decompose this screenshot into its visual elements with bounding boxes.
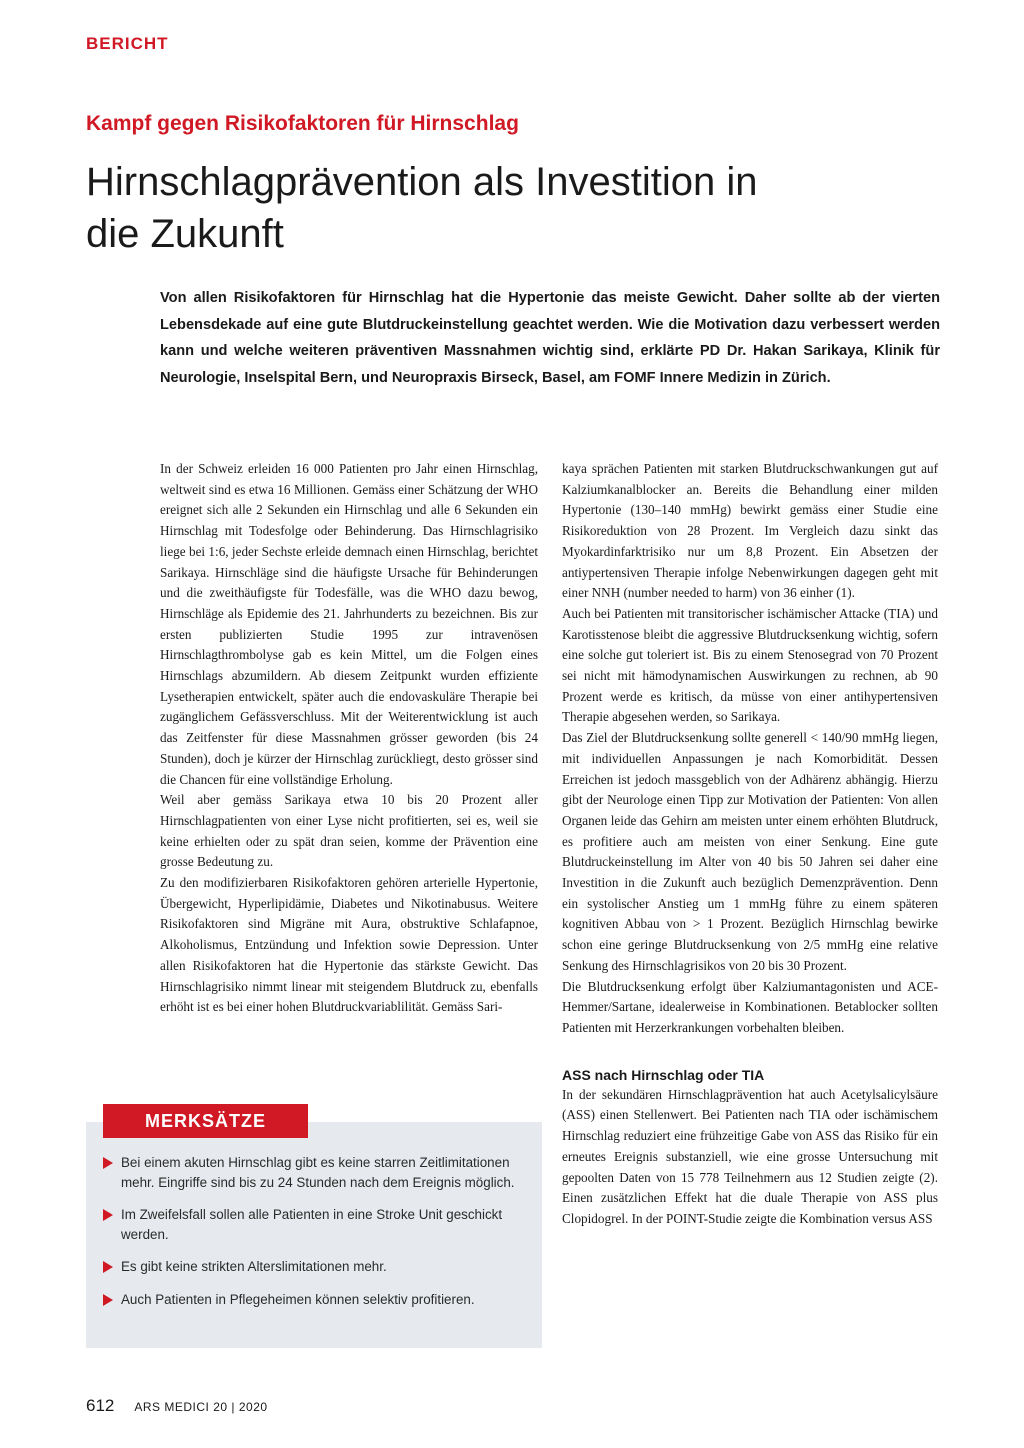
paragraph: Weil aber gemäss Sarikaya etwa 10 bis 20 Prozent aller Hirnschlagpatienten von einer Lyse nicht profitierten, sei es, weil sie keine erhielten oder zu spät dran seien, komme der Prävention eine grosse Bedeutung zu. bbox=[160, 792, 538, 870]
article-lead: Von allen Risikofaktoren für Hirnschlag hat die Hypertonie das meiste Gewicht. Daher sollte ab der vierten Lebensdekade auf eine gute Blutdruckeinstellung geachtet werden. Wie die Motivation dazu verbessert werden kann und welche weiteren präventiven Massnahmen wichtig sind, erklärte PD Dr. Hakan Sarikaya, Klinik für Neurologie, Inselspital Bern, und Neuropraxis Birseck, Basel, am FOMF Innere Medizin in Zürich. bbox=[160, 290, 940, 386]
list-item-text: Auch Patienten in Pflegeheimen können selektiv profitieren. bbox=[121, 1291, 475, 1307]
paragraph: Die Blutdrucksenkung erfolgt über Kalziumantagonisten und ACE-Hemmer/Sartane, idealerweise in Kombinationen. Betablocker sollten Patienten mit Herzerkrankungen vorbehalten bleiben. bbox=[562, 978, 938, 1035]
list-item-text: Es gibt keine strikten Alterslimitationen mehr. bbox=[121, 1259, 387, 1275]
list-item bbox=[103, 1205, 531, 1244]
section-label: BERICHT bbox=[86, 34, 169, 53]
article-kicker: Kampf gegen Risikofaktoren für Hirnschlag bbox=[86, 112, 519, 135]
list-item-text: Im Zweifelsfall sollen alle Patienten in eine Stroke Unit geschickt werden. bbox=[121, 1207, 503, 1242]
text-column-right bbox=[562, 459, 938, 1230]
merksaetze-title: MERKSÄTZE bbox=[103, 1104, 308, 1138]
article-headline: Hirnschlagprävention als Investition in die Zukunft bbox=[86, 160, 758, 256]
merksaetze-list bbox=[103, 1153, 531, 1323]
page-number: 612 bbox=[86, 1396, 115, 1415]
triangle-bullet-icon bbox=[103, 1209, 113, 1221]
triangle-bullet-icon bbox=[103, 1294, 113, 1306]
paragraph: In der Schweiz erleiden 16 000 Patienten pro Jahr einen Hirnschlag, weltweit sind es etwa 16 Millionen. Gemäss einer Schätzung der WHO ereignet sich alle 2 Sekunden ein Hirnschlag und alle 6 Sekunden ein Hirnschlag mit Todesfolge oder Behinderung. Das Hirnschlagrisiko liege bei 1:6, jeder Sechste erleide demnach einen Hirnschlag, berichtet Sarikaya. Hirnschläge sind die häufigste Ursache für Behinderungen und die zweithäufigste für Todesfälle, was die WHO dazu bewog, Hirnschläge als Epidemie des 21. Jahrhunderts zu bezeichnen. Bis zur ersten publizierten Studie 1995 zur intravenösen Hirnschlagthrombolyse gab es kein Mittel, um die Folgen eines Hirnschlags abzumildern. Ab diesem Zeitpunkt wurden effiziente Lysetherapien entwickelt, später auch die endovaskuläre Therapie bei zugänglichem Gefässverschluss. Mit der Weiterentwicklung ist auch das Zeitfenster für diese Massnahmen grösser geworden (bis 24 Stunden), doch je kürzer der Hirnschlag zurückliegt, desto grösser sind die Chancen für eine vollständige Erholung. bbox=[160, 461, 538, 787]
list-item bbox=[103, 1290, 531, 1310]
paragraph: Zu den modifizierbaren Risikofaktoren gehören arterielle Hypertonie, Übergewicht, Hyperlipidämie, Diabetes und Nikotinabusus. Weitere Risikofaktoren sind Migräne mit Aura, obstruktive Schlafapnoe, Alkoholismus, Entzündung und Infektion sowie Depression. Unter allen Risikofaktoren hat die Hypertonie das stärkste Gewicht. Das Hirnschlagrisiko nimmt linear mit steigendem Blutdruck zu, ebenfalls erhöht ist es bei einer hohen Blutdruckvariablilität. Gemäss Sari- bbox=[160, 875, 538, 1015]
journal-issue: ARS MEDICI 20 | 2020 bbox=[134, 1400, 268, 1414]
triangle-bullet-icon bbox=[103, 1157, 113, 1169]
paragraph: kaya sprächen Patienten mit starken Blutdruckschwankungen gut auf Kalziumkanalblocker an. Bereits die Behandlung einer milden Hypertonie (130–140 mmHg) bewirkt gemäss einer Studie eine Risikoreduktion von 28 Prozent. Im Vergleich dazu sinkt das Myokardinfarktrisiko nur um 8,8 Prozent. Ein Absetzen der antiypertensiven Therapie infolge Nebenwirkungen dagegen geht mit einer NNH (number needed to harm) von 36 einher (1). bbox=[562, 461, 938, 601]
list-item bbox=[103, 1153, 531, 1192]
text-column-left bbox=[160, 459, 538, 1018]
paragraph: Auch bei Patienten mit transitorischer ischämischer Attacke (TIA) und Karotisstenose bleibt die aggressive Blutdrucksenkung wichtig, sofern eine solche gut toleriert ist. Bis zu einem Stenosegrad von 70 Prozent sei nicht mit hämodynamischen Auswirkungen zu rechnen, ab 90 Prozent werde es kritisch, da müsse von einer antihypertensiven Therapie abgesehen werden, so Sarikaya. bbox=[562, 605, 938, 725]
triangle-bullet-icon bbox=[103, 1261, 113, 1273]
list-item-text: Bei einem akuten Hirnschlag gibt es keine starren Zeitlimitationen mehr. Eingriffe sind bis zu 24 Stunden nach dem Ereignis möglich. bbox=[121, 1155, 515, 1190]
page-footer bbox=[86, 1396, 268, 1416]
paragraph: In der sekundären Hirnschlagprävention hat auch Acetylsalicylsäure (ASS) einen Stellenwert. Bei Patienten nach TIA oder ischämischem Hirnschlag reduziert eine frühzeitige Gabe von ASS das Risiko für ein erneutes Ereignis substanziell, wie eine grosse Untersuchung mit gepoolten Daten von 15 778 Teilnehmern aus 12 Studien zeigte (2). Einen zusätzlichen Effekt hat die duale Therapie von ASS plus Clopidogrel. In der POINT-Studie zeigte die Kombination versus ASS bbox=[562, 1086, 938, 1226]
subheading: ASS nach Hirnschlag oder TIA bbox=[562, 1066, 765, 1083]
list-item bbox=[103, 1257, 531, 1277]
paragraph: Das Ziel der Blutdrucksenkung sollte generell < 140/90 mmHg liegen, mit individuellen Anpassungen je nach Komorbidität. Dessen Erreichen ist jedoch massgeblich von der Adhärenz abhängig. Hierzu gibt der Neurologe einen Tipp zur Motivation der Patienten: Von allen Organen leide das Gehirn am meisten unter einem erhöhten Blutdruck, es profitiere auch am meisten von einer Senkung. Eine gute Blutdruckeinstellung im Alter von 40 bis 50 Jahren sei daher eine Investition in die Zukunft auch bezüglich Demenzprävention. Denn ein systolischer Anstieg um 1 mmHg führe zu einem späteren kognitiven Abbau von > 1 Prozent. Bezüglich Hirnschlag bewirke schon eine geringe Blutdrucksenkung von 2/5 mmHg eine relative Senkung des Hirnschlagrisikos von 20 bis 30 Prozent. bbox=[562, 730, 938, 973]
